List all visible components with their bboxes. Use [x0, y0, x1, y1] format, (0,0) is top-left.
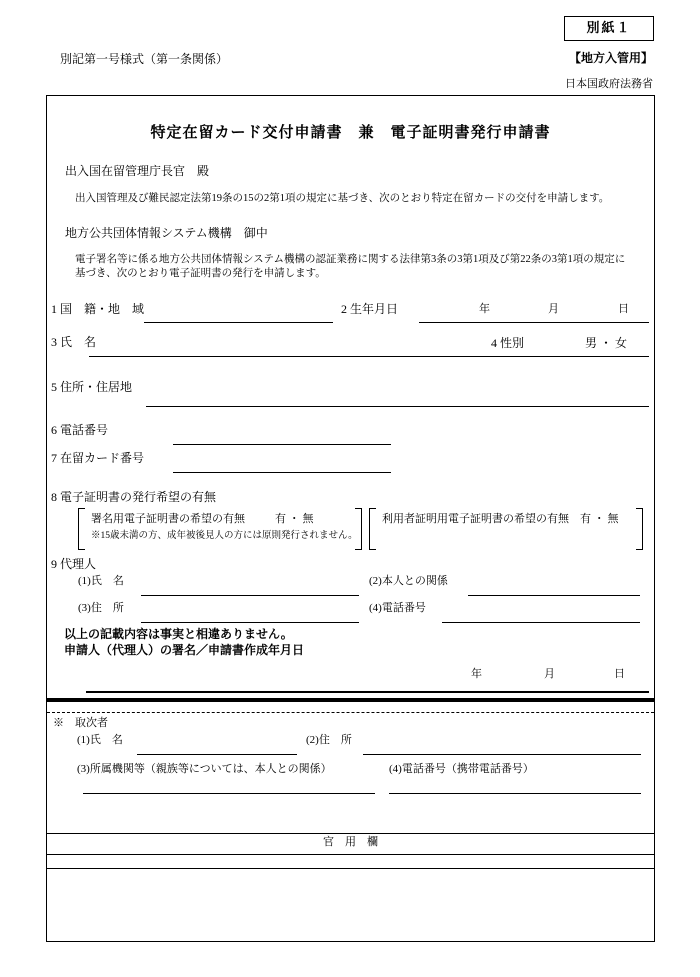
residence-card-label: 7 在留カード番号: [51, 451, 145, 465]
sig-cert-note: ※15歳未満の方、成年被後見人の方には原則発行されません。: [91, 531, 358, 541]
addressee-immigration: 出入国在留管理庁長官 殿: [65, 164, 210, 178]
proxy-relation-underline: [468, 595, 640, 596]
birthdate-underline: [419, 322, 649, 323]
user-cert-bracket-right: [636, 508, 643, 550]
declaration-line2: 申請人（代理人）の署名／申請書作成年月日: [64, 643, 305, 657]
agent-address-label: (2)住 所: [306, 734, 352, 746]
residence-card-underline: [173, 472, 391, 473]
proxy-label: 9 代理人: [51, 557, 97, 571]
birthdate-unit-month: 月: [548, 303, 559, 315]
signature-unit-year: 年: [471, 668, 482, 680]
agent-phone-label: (4)電話番号（携帯電話番号）: [389, 763, 534, 775]
signature-unit-month: 月: [544, 668, 555, 680]
government-label: 日本国政府法務省: [565, 78, 653, 90]
application-text-1: 出入国管理及び難民認定法第19条の15の2第1項の規定に基づき、次のとおり特定在留カードの交付を申請します。: [75, 193, 610, 204]
cert-request-label: 8 電子証明書の発行希望の有無: [51, 490, 217, 504]
proxy-address-underline: [141, 622, 359, 623]
name-underline: [89, 356, 649, 357]
sex-options: 男 ・ 女: [585, 336, 628, 350]
user-cert-label: 利用者証明用電子証明書の希望の有無: [382, 513, 569, 525]
address-label: 5 住所・住居地: [51, 380, 133, 394]
office-tag: 【地方入管用】: [568, 51, 653, 65]
birthdate-label: 2 生年月日: [341, 302, 399, 316]
proxy-address-label: (3)住 所: [78, 602, 124, 614]
section-separator-bar: [47, 698, 654, 702]
phone-label: 6 電話番号: [51, 423, 109, 437]
agent-section-dashed-line: [47, 712, 654, 713]
user-cert-options: 有 ・ 無: [580, 513, 619, 525]
agent-address-underline: [363, 754, 641, 755]
proxy-phone-underline: [442, 622, 640, 623]
attachment-label: 別紙１: [586, 20, 632, 36]
sex-label: 4 性別: [491, 336, 525, 350]
sig-cert-options: 有 ・ 無: [275, 513, 314, 525]
proxy-phone-label: (4)電話番号: [369, 602, 426, 614]
attachment-label-box: [564, 16, 654, 41]
address-underline: [146, 406, 649, 407]
sig-cert-bracket-right: [355, 508, 362, 550]
official-use-mid-line: [47, 854, 654, 855]
form-title: 特定在留カード交付申請書 兼 電子証明書発行申請書: [150, 125, 551, 141]
user-cert-bracket-left: [369, 508, 376, 550]
form-border-box: [46, 95, 655, 942]
declaration-line1: 以上の記載内容は事実と相違ありません。: [64, 627, 293, 641]
agent-org-underline: [83, 793, 375, 794]
agent-title: ※ 取次者: [53, 717, 108, 729]
agent-phone-underline: [389, 793, 641, 794]
agent-name-underline: [137, 754, 297, 755]
birthdate-unit-year: 年: [479, 303, 490, 315]
agent-org-label: (3)所属機関等（親族等については、本人との関係）: [77, 763, 332, 775]
application-text-2-line1: 電子署名等に係る地方公共団体情報システム機構の認証業務に関する法律第3条の3第1項及び第22条の3第1項の規定に: [75, 254, 626, 265]
nationality-label: 1 国 籍・地 域: [51, 302, 145, 316]
sig-cert-bracket-left: [78, 508, 85, 550]
nationality-underline: [144, 322, 333, 323]
application-text-2-line2: 基づき、次のとおり電子証明書の発行を申請します。: [75, 268, 326, 279]
official-use-label: 官 用 欄: [323, 836, 378, 848]
form-number: 別記第一号様式（第一条関係）: [60, 52, 229, 66]
proxy-name-label: (1)氏 名: [78, 575, 124, 587]
phone-underline: [173, 444, 391, 445]
signature-underline: [86, 691, 649, 693]
agent-name-label: (1)氏 名: [77, 734, 123, 746]
sig-cert-label: 署名用電子証明書の希望の有無: [91, 513, 245, 525]
signature-unit-day: 日: [614, 668, 625, 680]
official-use-bottom-line: [47, 868, 654, 869]
proxy-relation-label: (2)本人との関係: [369, 575, 448, 587]
name-label: 3 氏 名: [51, 335, 97, 349]
birthdate-unit-day: 日: [618, 303, 629, 315]
addressee-jlis: 地方公共団体情報システム機構 御中: [65, 226, 268, 240]
proxy-name-underline: [141, 595, 359, 596]
official-use-top-line: [47, 833, 654, 834]
